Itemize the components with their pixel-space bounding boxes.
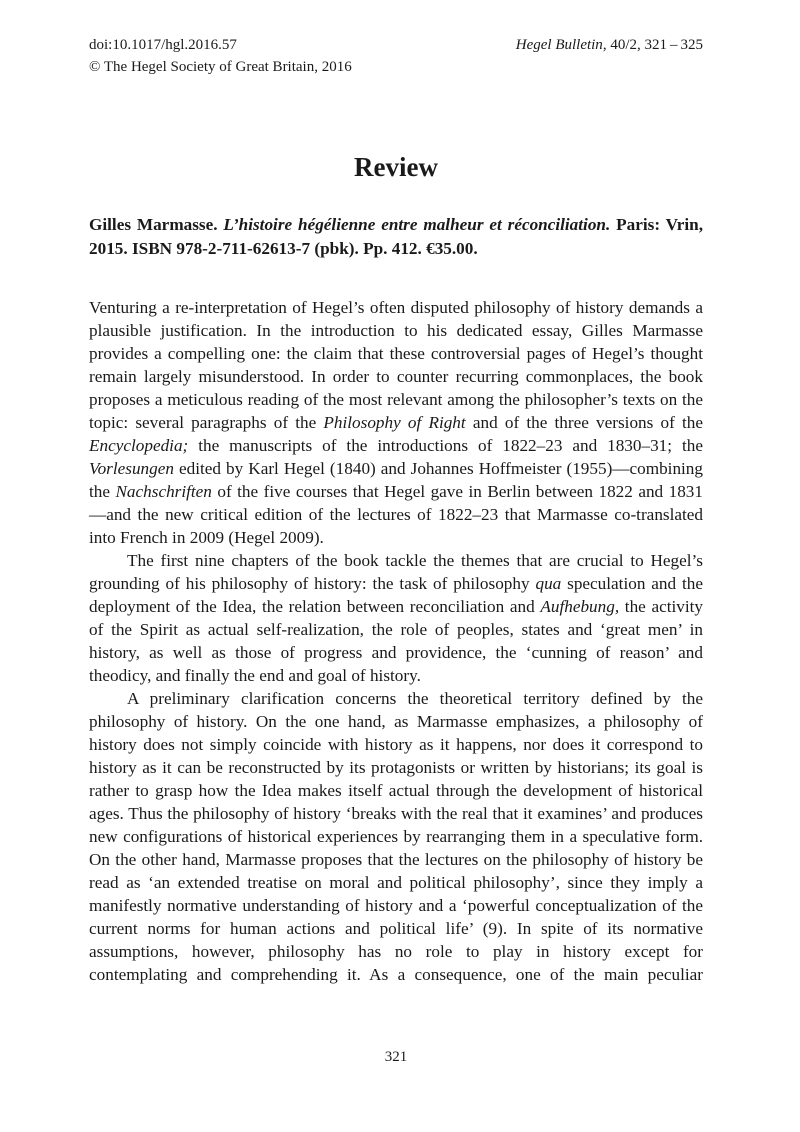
journal-name: Hegel Bulletin bbox=[515, 37, 603, 53]
header-left bbox=[89, 34, 352, 78]
citation-details: Paris: Vrin, 2015. ISBN 978-2-711-62613-7 (pbk). Pp. 412. €35.00. bbox=[89, 215, 703, 258]
citation-book-title: L’histoire hégélienne entre malheur et réconciliation. bbox=[223, 215, 611, 234]
paragraph-1-italic-1: Philosophy of Right bbox=[323, 413, 466, 432]
paragraph-2-text-3: the activity of the Spirit as actual self-realization, the role of peoples, states and ‘great men’ in history, as well as those of progress and providence, the ‘cunning of reason’ and theodicy, and finally the end and goal of history. bbox=[89, 597, 704, 685]
doi-text: doi:10.1017/hgl.2016.57 bbox=[89, 37, 237, 53]
article-body bbox=[89, 296, 703, 986]
document-page bbox=[89, 0, 703, 1132]
paragraph-1-text-5: of the five courses that Hegel gave in Berlin between 1822 and 1831—and the new critical edition of the lectures of 1822–23 that Marmasse co-translated into French in 2009 (Hegel 2009). bbox=[89, 482, 703, 547]
paragraph-1-text-3: the manuscripts of the introductions of 1822–23 and 1830–31; the bbox=[188, 436, 703, 455]
page-number: 321 bbox=[384, 1049, 408, 1065]
paragraph-1-italic-4: Nachschriften bbox=[115, 482, 212, 501]
paragraph-2 bbox=[89, 549, 703, 687]
paragraph-1-text-1: Venturing a re-interpretation of Hegel’s often disputed philosophy of history demands a plausible justification. In the introduction to his dedicated essay, Gilles Marmasse provides a compelling one: the claim that these controversial pages of Hegel’s thought remain largely misunderstood. In order to counter recurring commonplaces, the book proposes a meticulous reading of the most relevant among the philosopher’s texts on the topic: several paragraphs of the bbox=[89, 298, 703, 432]
paragraph-1-italic-3: Vorlesungen bbox=[89, 459, 174, 478]
paragraph-1-text-4: edited by Karl Hegel (1840) and Johannes Hoffmeister (1955)—combining the bbox=[89, 459, 703, 501]
page-title: Review bbox=[354, 152, 438, 182]
paragraph-1-italic-2: Encyclopedia; bbox=[89, 436, 189, 455]
header-right bbox=[516, 34, 703, 56]
paragraph-1 bbox=[89, 296, 703, 549]
journal-issue: , 40/2, 321 – 325 bbox=[602, 37, 703, 53]
paragraph-3-text-1: A preliminary clarification concerns the theoretical territory defined by the philosophy of history. On the one hand, as Marmasse emphasizes, a philosophy of history does not simply coincide with history as it happens, nor does it correspond to history as it can be reconstructed by its protagonists or written by historians; its goal is rather to grasp how the Idea makes itself actual through the development of historical ages. Thus the philosophy of history ‘breaks with the real that it examines’ and produces new configurations of historical experiences by rearranging them in a speculative form. On the other hand, Marmasse proposes that the lectures on the philosophy of history be read as ‘an extended treatise on moral and political philosophy’, since they imply a manifestly normative understanding of history and a ‘powerful conceptualization of the current norms for human actions and political life’ (9). In spite of its normative assumptions, however, philosophy has no role to play in history except for contemplating and comprehending it. As a consequence, one of the main peculiar bbox=[89, 689, 703, 984]
paragraph-2-text-2: speculation and the deployment of the Idea, the relation between reconciliation and bbox=[89, 574, 703, 616]
paragraph-3 bbox=[89, 687, 703, 986]
paragraph-2-text-1: The first nine chapters of the book tackle the themes that are crucial to Hegel’s grounding of his philosophy of history: the task of philosophy bbox=[89, 551, 703, 593]
book-citation bbox=[89, 213, 703, 261]
paragraph-1-text-2: and of the three versions of the bbox=[465, 413, 703, 432]
paragraph-2-italic-2: Aufhebung, bbox=[540, 597, 620, 616]
citation-author: Gilles Marmasse. bbox=[89, 215, 218, 234]
copyright-text: © The Hegel Society of Great Britain, 2016 bbox=[89, 59, 352, 75]
paragraph-2-italic-1: qua bbox=[535, 574, 562, 593]
